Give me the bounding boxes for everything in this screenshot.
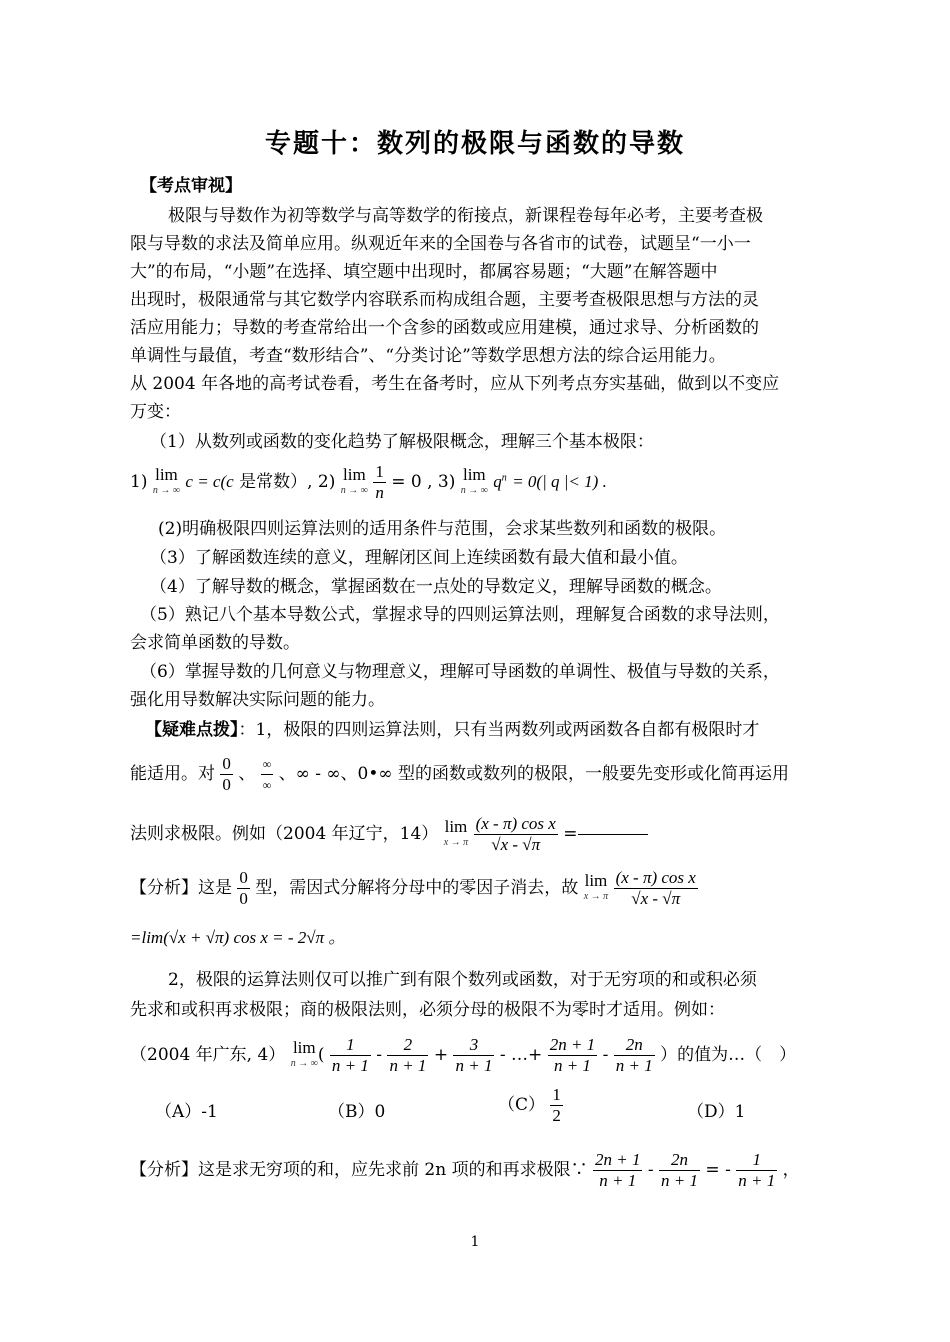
lim-symbol: lim n → ∞ bbox=[290, 1037, 318, 1069]
para1-line: 极限与导数作为初等数学与高等数学的衔接点，新课程卷每年必考，主要考查极 bbox=[168, 206, 763, 226]
para1-line: 大”的布局，“小题”在选择、填空题中出现时，都属容易题；“大题”在解答题中 bbox=[130, 262, 718, 282]
para2-line: 先求和或积再求极限；商的极限法则，必须分母的极限不为零时才适用。例如： bbox=[130, 1000, 725, 1020]
option-b: （B）0 bbox=[328, 1102, 386, 1122]
hard-points-cont: 能适用。对 $\frac{0}{0}$ 、 $\frac{\infty}{\infty}$ 、∞ - ∞、0•∞ 型的函数或数列的极限，一般要先变形或化简再运用 bbox=[130, 754, 789, 794]
lim-symbol: lim n → ∞ bbox=[340, 464, 368, 496]
point-6-cont: 强化用导数解决实际问题的能力。 bbox=[130, 690, 385, 710]
point-3: （3）了解函数连续的意义，理解闭区间上连续函数有最大值和最小值。 bbox=[150, 548, 688, 568]
fraction: $\frac{3}{n + 1}$ bbox=[455, 1035, 493, 1075]
fraction: $\frac{2n + 1}{n + 1}$ bbox=[549, 1035, 596, 1075]
fraction: $\frac{2}{n + 1}$ bbox=[389, 1035, 427, 1075]
fraction-zero-over-zero: $\frac{0}{0}$ bbox=[222, 754, 231, 794]
fraction: $\frac{2n + 1}{n + 1}$ bbox=[594, 1150, 641, 1190]
para1-line: 从 2004 年各地的高考试卷看，考生在备考时，应从下列考点夯实基础，做到以不变应 bbox=[130, 374, 780, 394]
fraction: $\frac{1}{n + 1}$ bbox=[738, 1150, 776, 1190]
page-title: 专题十：数列的极限与函数的导数 bbox=[264, 129, 685, 159]
para1-line: 限与导数的求法及简单应用。纵观近年来的全国卷与各省市的试卷，试题呈“一小一 bbox=[130, 234, 751, 254]
option-a: （A）-1 bbox=[155, 1102, 218, 1122]
fraction: $\frac{\text{(x - π) cos x}}{√x - √\pi}$ bbox=[475, 814, 556, 854]
analysis-1: 【分析】这是 $\frac{0}{0}$ 型，需因式分解将分母中的零因子消去，故 lim x → π $\frac{\text{(x - π) cos x}}{√x - √\pi}$ bbox=[130, 868, 696, 908]
example-2: （2004 年广东, 4） lim n → ∞ ( $\frac{1}{n + 1}$ - $\frac{2}{n + 1}$ + $\frac{3}{n + 1}$ - …+ $\frac{2n + 1}{n + 1}$ - $\frac{2n}{n + 1}$ ）的值为…（ ） bbox=[130, 1035, 797, 1075]
fraction: $\frac{2n}{n + 1}$ bbox=[661, 1150, 699, 1190]
lim-symbol: lim n → ∞ bbox=[152, 464, 180, 496]
para1-line: 万变： bbox=[130, 402, 181, 422]
point-5-cont: 会求简单函数的导数。 bbox=[130, 633, 300, 653]
para1-line: 活应用能力；导数的考查常给出一个含参的函数或应用建模，通过求导、分析函数的 bbox=[130, 318, 759, 338]
point-1: （1）从数列或函数的变化趋势了解极限概念，理解三个基本极限： bbox=[150, 432, 654, 452]
fraction: $\frac{\text{(x - π) cos x}}{√x - √\pi}$ bbox=[615, 868, 696, 908]
fraction: $\frac{1}{n}$ bbox=[375, 462, 384, 502]
example-1: 法则求极限。例如（2004 年辽宁，14） lim x → π $\frac{\text{(x - π) cos x}}{√x - √\pi}$ = bbox=[130, 814, 648, 855]
para1-line: 出现时，极限通常与其它数学内容联系而构成组合题，主要考查极限思想与方法的灵 bbox=[130, 290, 759, 310]
lim-symbol: lim n → ∞ bbox=[460, 464, 488, 496]
analysis-3: 【分析】这是求无穷项的和，应先求前 2n 项的和再求极限∵ $\frac{2n + 1}{n + 1}$ - $\frac{2n}{n + 1}$ = - $\frac{1}{n + 1}$ ， bbox=[130, 1150, 800, 1190]
para2-line: 2，极限的运算法则仅可以推广到有限个数列或函数，对于无穷项的和或积必须 bbox=[168, 970, 757, 990]
fraction: $\frac{2n}{n + 1}$ bbox=[615, 1035, 653, 1075]
para1-line: 单调性与最值，考查“数形结合”、“分类讨论”等数学思想方法的综合运用能力。 bbox=[130, 346, 726, 366]
basic-limits: 1) lim n → ∞ c = c(c 是常数）, 2) lim n → ∞ $\frac{1}{n}$ = 0 , 3) lim n → ∞ $q^n = 0(|$ q |< 1) . bbox=[130, 462, 607, 502]
analysis-1-result: =lim(√x + √π) cos x = - 2√π 。 bbox=[130, 928, 346, 947]
hard-points: 【疑难点拨】：1，极限的四则运算法则，只有当两数列或两函数各自都有极限时才 bbox=[145, 720, 760, 740]
point-4: （4）了解导数的概念，掌握函数在一点处的导数定义，理解导函数的概念。 bbox=[150, 577, 722, 597]
option-c: （C） $\frac{1}{2}$ bbox=[498, 1085, 561, 1125]
section-heading: 【考点审视】 bbox=[140, 176, 242, 196]
lim-symbol: lim x → π bbox=[443, 816, 469, 848]
fraction-zero-over-zero: $\frac{0}{0}$ bbox=[239, 868, 248, 908]
point-6: （6）掌握导数的几何意义与物理意义，理解可导函数的单调性、极值与导数的关系， bbox=[140, 662, 780, 682]
lim-symbol: lim x → π bbox=[583, 870, 609, 902]
fraction: $\frac{1}{n + 1}$ bbox=[331, 1035, 369, 1075]
option-d: （D）1 bbox=[687, 1102, 746, 1122]
point-5: （5）熟记八个基本导数公式，掌握求导的四则运算法则，理解复合函数的求导法则， bbox=[140, 605, 780, 625]
page-number: 1 bbox=[470, 1234, 480, 1250]
answer-blank bbox=[578, 834, 648, 835]
fraction: $\frac{1}{2}$ bbox=[552, 1085, 561, 1125]
point-2: (2)明确极限四则运算法则的适用条件与范围，会求某些数列和函数的极限。 bbox=[158, 519, 727, 539]
fraction-inf-over-inf: $\frac{\infty}{\infty}$ bbox=[261, 754, 274, 795]
